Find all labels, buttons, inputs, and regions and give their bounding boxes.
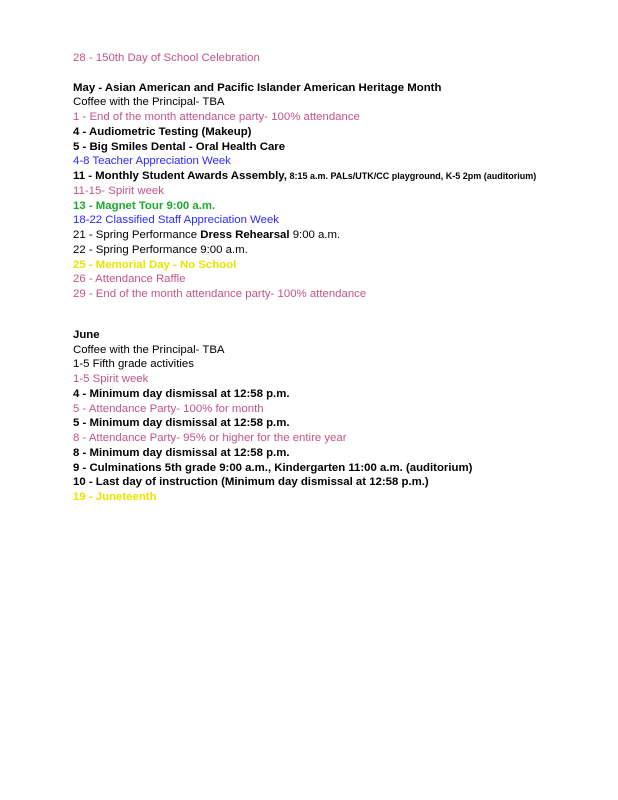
calendar-entry	[73, 402, 593, 417]
entry-text: 9:00 a.m.	[289, 229, 341, 241]
entry-text: 9 - Culminations 5th grade 9:00 a.m., Kindergarten 11:00 a.m. (auditorium)	[73, 461, 473, 474]
calendar-entry	[73, 184, 593, 199]
calendar-entry	[73, 416, 593, 431]
calendar-entry	[73, 81, 593, 96]
calendar-entry	[73, 387, 593, 402]
entry-text: May - Asian American and Pacific Islander American Heritage Month	[73, 81, 442, 94]
entry-text: 8 - Minimum day dismissal at 12:58 p.m.	[73, 446, 290, 459]
section-may	[73, 81, 593, 302]
entry-text: 1 - End of the month attendance party- 100% attendance	[73, 111, 360, 123]
calendar-entry	[73, 343, 593, 358]
calendar-entry	[73, 228, 593, 243]
entry-text: 10 - Last day of instruction (Minimum day dismissal at 12:58 p.m.)	[73, 476, 429, 489]
entry-text: 21 - Spring Performance	[73, 229, 201, 241]
calendar-entry	[73, 328, 593, 343]
entry-text: Dress Rehearsal	[200, 229, 290, 241]
entry-text: June	[73, 328, 100, 341]
entry-text: 1-5 Spirit week	[73, 373, 149, 385]
entry-text: Coffee with the Principal- TBA	[73, 96, 225, 109]
entry-text: 29 - End of the month attendance party- 100% attendance	[73, 288, 367, 300]
entry-text: 1-5 Fifth grade activities	[73, 358, 194, 371]
calendar-entry	[73, 51, 593, 66]
spacer	[73, 66, 593, 81]
spacer	[73, 302, 593, 328]
calendar-entry	[73, 199, 593, 214]
entry-text: 4-8 Teacher Appreciation Week	[73, 155, 231, 168]
entry-text: 13 - Magnet Tour 9:00 a.m.	[73, 199, 216, 212]
calendar-entry	[73, 95, 593, 110]
calendar-entry	[73, 140, 593, 155]
calendar-entry	[73, 243, 593, 258]
entry-text: 11-15- Spirit week	[73, 184, 164, 197]
entry-text: 25 - Memorial Day - No School	[73, 258, 237, 271]
calendar-entry	[73, 287, 593, 302]
calendar-entry	[73, 372, 593, 387]
entry-text: 5 - Minimum day dismissal at 12:58 p.m.	[73, 417, 290, 430]
calendar-entry	[73, 169, 593, 184]
calendar-entry	[73, 446, 593, 461]
calendar-entry	[73, 110, 593, 125]
calendar-entry	[73, 490, 593, 505]
entry-text: 26 - Attendance Raffle	[73, 273, 186, 286]
calendar-entry	[73, 154, 593, 169]
entry-text: 8 - Attendance Party- 95% or higher for the entire year	[73, 432, 347, 444]
calendar-entry	[73, 213, 593, 228]
calendar-document	[73, 51, 593, 505]
calendar-entry	[73, 357, 593, 372]
entry-text: 28 - 150th Day of School Celebration	[73, 52, 260, 64]
entry-text: 4 - Audiometric Testing (Makeup)	[73, 125, 252, 138]
entry-text: 18-22 Classified Staff Appreciation Week	[73, 214, 279, 227]
calendar-entry	[73, 258, 593, 273]
entry-text: 8:15 a.m. PALs/UTK/CC playground, K-5 2pm (auditorium)	[286, 171, 537, 181]
calendar-entry	[73, 125, 593, 140]
entry-text: Coffee with the Principal- TBA	[73, 343, 225, 356]
entry-text: 4 - Minimum day dismissal at 12:58 p.m.	[73, 387, 290, 400]
entry-text: 5 - Big Smiles Dental - Oral Health Care	[73, 140, 286, 153]
calendar-entry	[73, 461, 593, 476]
section-june	[73, 328, 593, 505]
calendar-entry	[73, 431, 593, 446]
entry-text: 5 - Attendance Party- 100% for month	[73, 402, 264, 415]
entry-text: 19 - Juneteenth	[73, 491, 157, 503]
section-april-tail	[73, 51, 593, 66]
entry-text: 22 - Spring Performance 9:00 a.m.	[73, 243, 248, 256]
entry-text: 11 - Monthly Student Awards Assembly,	[73, 170, 287, 182]
calendar-entry	[73, 272, 593, 287]
calendar-entry	[73, 475, 593, 490]
